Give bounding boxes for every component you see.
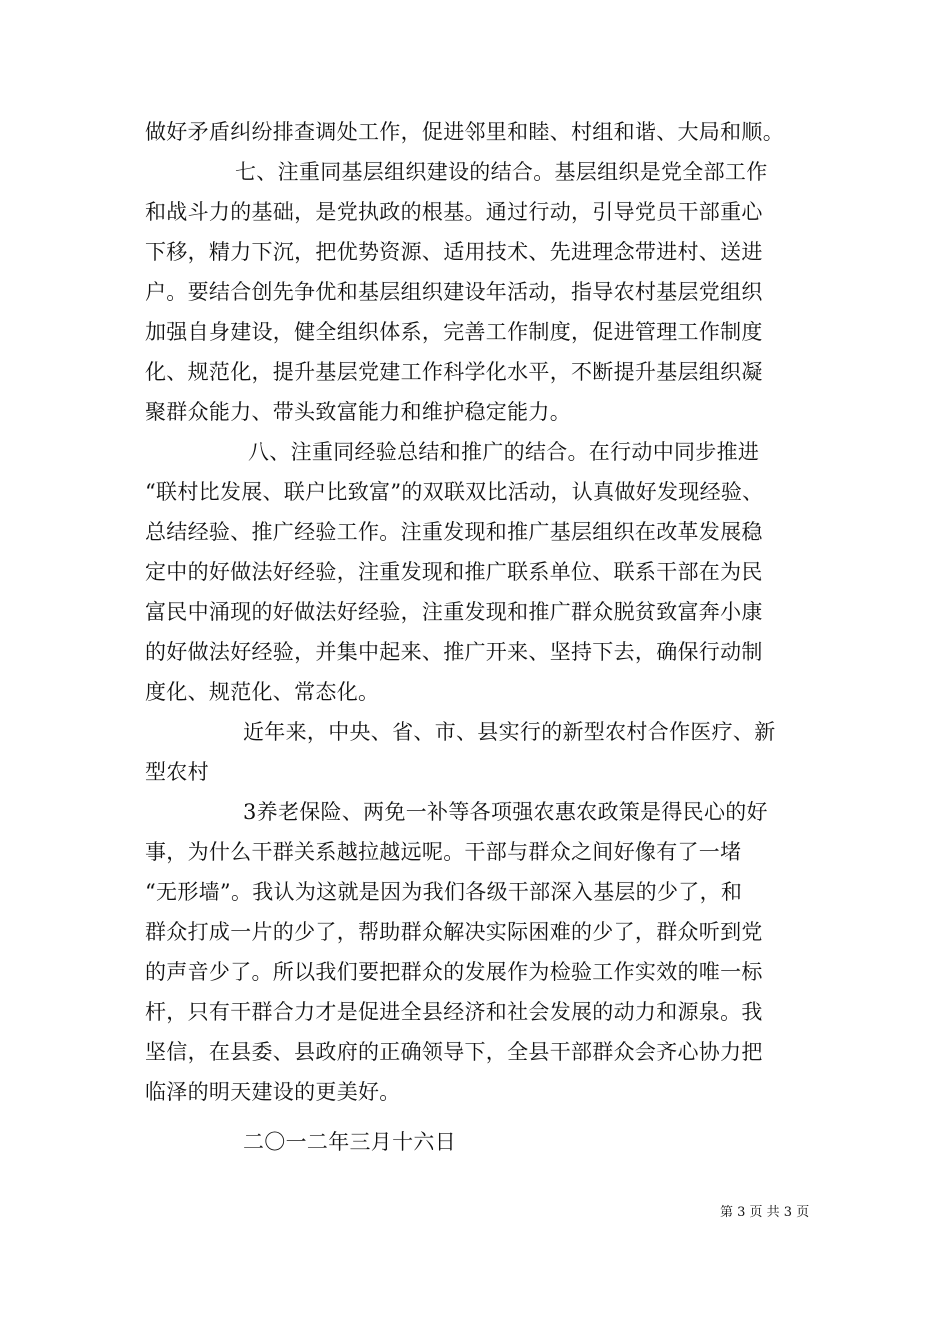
section-heading-7: 七、注重同基层组织建设的结合。基层组织是党全部工作 <box>235 160 768 184</box>
text-line: “联村比发展、联户比致富”的双联双比活动，认真做好发现经验、 <box>145 480 764 504</box>
document-date: 二〇一二年三月十六日 <box>243 1130 456 1154</box>
text-line: 聚群众能力、带头致富能力和维护稳定能力。 <box>145 400 571 424</box>
text-line: 近年来，中央、省、市、县实行的新型农村合作医疗、新 <box>243 720 776 744</box>
text-line: 的好做法好经验，并集中起来、推广开来、坚持下去，确保行动制 <box>145 640 763 664</box>
text-line: 定中的好做法好经验，注重发现和推广联系单位、联系干部在为民 <box>145 560 763 584</box>
text-line: 总结经验、推广经验工作。注重发现和推广基层组织在改革发展稳 <box>145 520 763 544</box>
text-line: 3养老保险、两免一补等各项强农惠农政策是得民心的好 <box>243 800 768 824</box>
text-line: 临泽的明天建设的更美好。 <box>145 1080 401 1104</box>
section-heading-8: 八、注重同经验总结和推广的结合。在行动中同步推进 <box>248 440 760 464</box>
page-number-footer: 第 3 页 共 3 页 <box>720 1205 810 1220</box>
text-line: 事，为什么干群关系越拉越远呢。干部与群众之间好像有了一堵 <box>145 840 742 864</box>
text-line: 型农村 <box>145 760 209 784</box>
text-line: 度化、规范化、常态化。 <box>145 680 380 704</box>
text-line: 下移，精力下沉，把优势资源、适用技术、先进理念带进村、送进 <box>145 240 763 264</box>
text-line: 户。要结合创先争优和基层组织建设年活动，指导农村基层党组织 <box>145 280 763 304</box>
text-line: 和战斗力的基础，是党执政的根基。通过行动，引导党员干部重心 <box>145 200 763 224</box>
text-line: 杆，只有干群合力才是促进全县经济和社会发展的动力和源泉。我 <box>145 1000 763 1024</box>
text-line: 富民中涌现的好做法好经验，注重发现和推广群众脱贫致富奔小康 <box>145 600 763 624</box>
text-line: 群众打成一片的少了，帮助群众解决实际困难的少了，群众听到党 <box>145 920 763 944</box>
text-line: 的声音少了。所以我们要把群众的发展作为检验工作实效的唯一标 <box>145 960 763 984</box>
text-line: 做好矛盾纠纷排查调处工作，促进邻里和睦、村组和谐、大局和顺。 <box>145 120 784 144</box>
text-line: 坚信，在县委、县政府的正确领导下，全县干部群众会齐心协力把 <box>145 1040 763 1064</box>
text-line: “无形墙”。我认为这就是因为我们各级干部深入基层的少了，和 <box>145 880 743 904</box>
text-line: 加强自身建设，健全组织体系，完善工作制度，促进管理工作制度 <box>145 320 763 344</box>
text-line: 化、规范化，提升基层党建工作科学化水平，不断提升基层组织凝 <box>145 360 763 384</box>
